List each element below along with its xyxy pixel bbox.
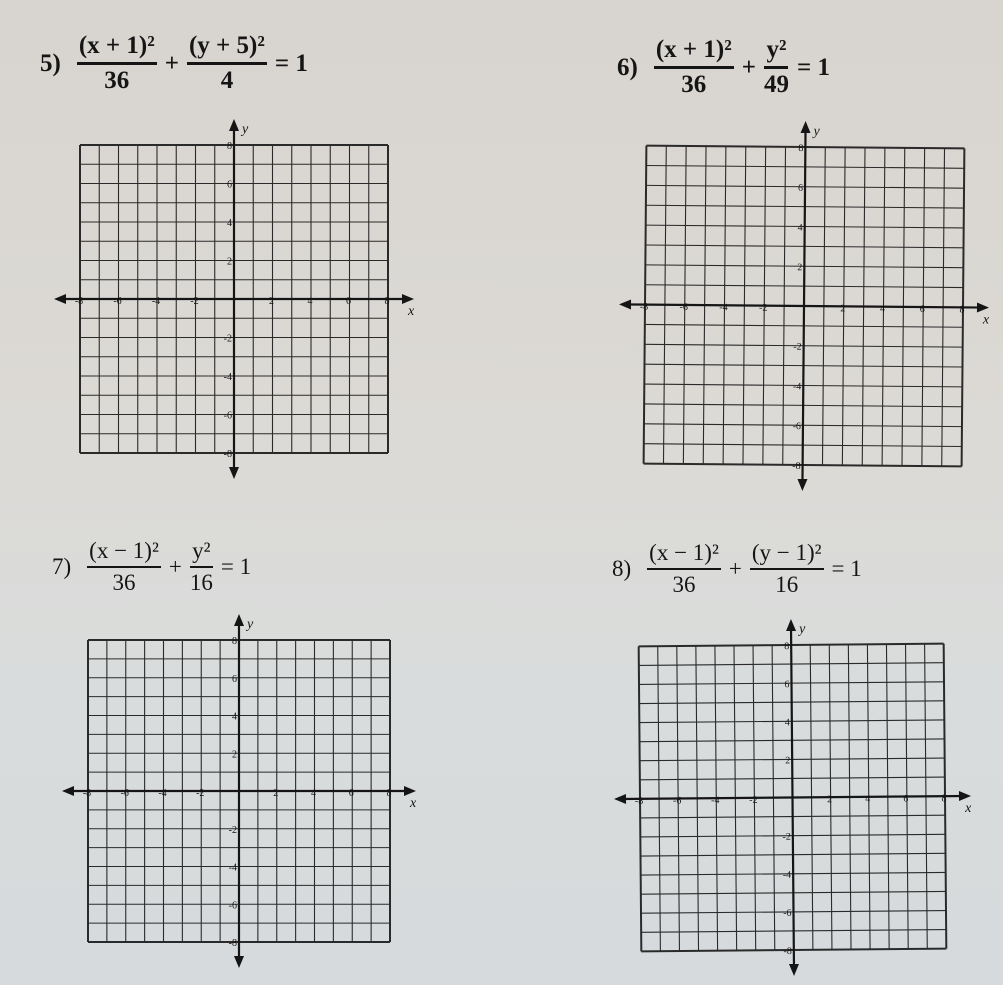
numerator: (x + 1)² [77,32,157,65]
y-tick-label: 6 [232,673,237,685]
y-tick-label: -6 [223,410,232,422]
denominator: 16 [189,570,213,595]
x-tick-label: -6 [120,788,129,799]
x-tick-label: 2 [840,303,846,315]
numerator: (x − 1)² [647,540,721,570]
x-tick-label: 2 [827,794,833,806]
y-tick-label: 8 [227,141,232,152]
equals-one: = 1 [796,53,830,81]
y-tick-label: -6 [228,900,237,912]
plus-sign: + [741,53,756,81]
y-axis-label: y [798,621,806,637]
y-tick-label: -2 [223,333,232,345]
x-tick-label: 8 [384,296,390,307]
numerator: (y + 5)² [187,32,267,65]
x-tick-label: -8 [82,788,92,799]
y-tick-label: 4 [232,711,237,723]
y-axis-label: y [813,124,820,140]
y-axis [791,623,794,972]
problem-number: 6) [617,53,638,81]
y-tick-label: 6 [797,182,804,194]
y-tick-label: 8 [798,142,804,154]
x-tick-label: -2 [759,302,768,314]
y-axis-arrow-up-icon [786,619,796,631]
denominator: 16 [775,572,799,597]
y-tick-label: -4 [782,869,792,881]
x-tick-label: 2 [269,296,274,307]
x-tick-label: 6 [919,304,925,316]
denominator: 36 [112,570,136,595]
x-tick-label: -8 [74,296,84,307]
problem-number: 8) [612,556,632,581]
plus-sign: + [164,49,179,77]
numerator: (x − 1)² [87,538,161,568]
x-axis-label: x [982,312,990,328]
y-tick-label: -2 [228,824,237,836]
x-tick-label: 4 [311,788,316,799]
y-tick-label: -6 [792,421,801,433]
x-tick-label: -2 [196,788,205,799]
x-tick-label: -4 [158,788,167,799]
x-tick-label: 8 [959,304,965,316]
y-tick-label: 6 [784,679,790,691]
x-tick-label: -8 [634,795,644,807]
plus-sign: + [168,554,182,579]
x-tick-label: 6 [346,296,351,307]
x-tick-label: 6 [348,788,354,799]
x-tick-label: -2 [749,794,758,806]
y-tick-label: -8 [223,449,232,460]
equals-one: = 1 [831,556,862,581]
denominator: 36 [681,71,707,98]
y-tick-label: -4 [223,372,232,383]
x-tick-label: -6 [672,795,682,807]
x-tick-label: -8 [639,301,649,313]
y-tick-label: -8 [228,938,237,949]
denominator: 4 [220,67,234,94]
x-tick-label: -2 [190,296,199,307]
y-tick-label: -4 [228,862,237,874]
y-tick-label: 4 [797,222,803,234]
numerator: y² [764,36,788,69]
equals-one: = 1 [220,554,252,579]
y-tick-label: 4 [227,218,232,229]
y-tick-label: -6 [783,907,792,919]
y-tick-label: -4 [792,381,802,393]
plus-sign: + [728,556,742,581]
x-tick-label: 4 [307,296,313,307]
x-tick-label: -4 [151,296,161,307]
y-tick-label: 4 [784,717,790,729]
x-tick-label: 2 [273,788,279,799]
problem-number: 5) [40,49,61,77]
x-axis-label: x [408,304,415,319]
x-tick-label: 4 [865,793,871,805]
y-tick-label: 8 [232,636,237,647]
y-tick-label: 6 [227,179,232,191]
denominator: 36 [104,67,130,94]
equals-one: = 1 [274,49,308,77]
y-axis-arrow-down-icon [789,964,799,976]
x-axis-arrow-right-icon [959,791,971,801]
y-axis-label: y [247,617,254,632]
y-tick-label: 2 [227,256,232,268]
x-axis-arrow-left-icon [614,794,626,804]
x-tick-label: 8 [941,793,947,805]
y-tick-label: 2 [797,262,803,274]
denominator: 49 [763,71,789,98]
numerator: (x + 1)² [654,36,734,69]
denominator: 36 [672,572,696,597]
numerator: y² [190,538,212,568]
y-axis-label: y [242,122,249,137]
y-tick-label: -8 [792,460,801,472]
numerator: (y − 1)² [750,540,824,570]
y-tick-label: -2 [793,341,802,353]
x-tick-label: -4 [711,795,720,807]
x-axis-label: x [410,796,417,811]
x-axis-label: x [965,800,972,816]
y-tick-label: 8 [784,641,790,653]
x-tick-label: 6 [903,793,909,805]
x-tick-label: 8 [386,788,392,799]
x-tick-label: -6 [679,301,688,313]
y-tick-label: -8 [783,946,792,958]
x-tick-label: 4 [879,303,886,315]
x-tick-label: -6 [113,296,122,307]
y-tick-label: -2 [782,831,791,843]
problem-number: 7) [52,554,72,579]
y-tick-label: 2 [232,749,237,761]
y-tick-label: 2 [785,755,791,767]
x-tick-label: -4 [719,302,728,314]
